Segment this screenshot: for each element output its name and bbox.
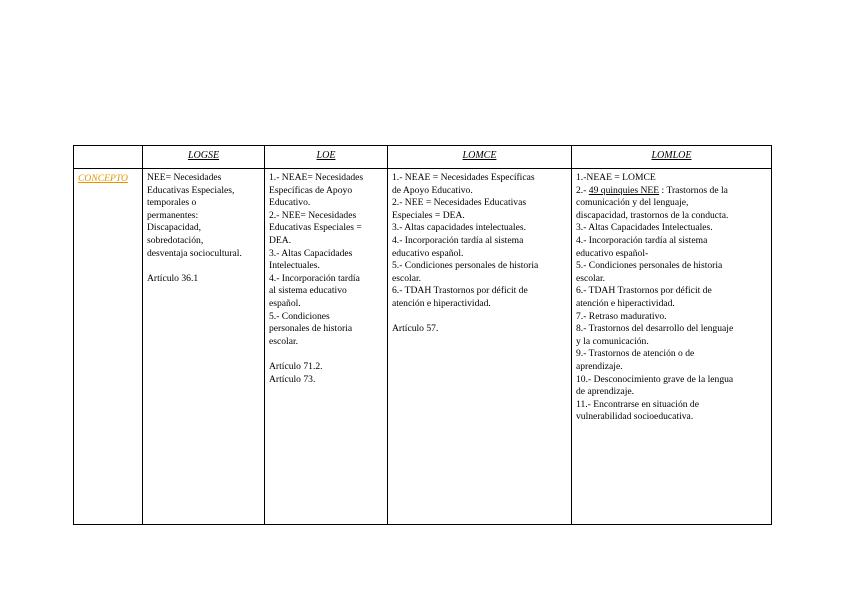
cell-logse	[143, 169, 265, 525]
logse-line: temporales o	[147, 197, 197, 209]
logse-line: sobredotación,	[147, 234, 204, 246]
row-label-concepto[interactable]: CONCEPTO	[74, 169, 143, 525]
spacer	[147, 260, 260, 273]
loe-line: 1.- NEAE= Necesidades	[269, 172, 364, 183]
lomloe-line: 10.- Desconocimiento grave de la lengua	[576, 373, 734, 385]
loe-line: 4.- Incorporación tardía	[269, 272, 360, 284]
loe-line: personales de historia	[269, 323, 353, 335]
lomloe-line: y la comunicación.	[576, 335, 649, 347]
lomloe-line: 11.- Encontrarse en situación de	[576, 398, 699, 410]
lomce-line: de Apoyo Educativo.	[392, 184, 473, 196]
lomce-line: 1.- NEAE = Necesidades Específicas	[392, 172, 535, 183]
lomloe-line: 7.- Retraso madurativo.	[576, 310, 667, 322]
lomloe-line: 1.-NEAE = LOMCE	[576, 172, 656, 183]
lomloe-line: comunicación y del lenguaje,	[576, 197, 689, 209]
lomloe-line: vulnerabilidad socioeducativa.	[576, 411, 694, 423]
lomloe-line: educativo español-	[576, 247, 649, 259]
logse-line: permanentes:	[147, 209, 199, 221]
lomloe-line: 4.- Incorporación tardía al sistema	[576, 234, 708, 246]
lomce-article: Artículo 57.	[392, 323, 439, 335]
lomce-line: escolar.	[392, 272, 422, 284]
lomce-line: 3.- Altas capacidades intelectuales.	[392, 222, 526, 234]
loe-line: al sistema educativo	[269, 285, 347, 297]
lomce-line: 4.- Incorporación tardía al sistema	[392, 234, 524, 246]
header-row	[74, 146, 772, 169]
concepto-row	[74, 169, 772, 525]
lomce-line: 5.- Condiciones personales de historia	[392, 260, 539, 272]
loe-line: Educativo.	[269, 197, 311, 209]
loe-line: Específicas de Apoyo	[269, 184, 353, 196]
loe-article: Artículo 71.2.	[269, 360, 323, 372]
header-logse: LOGSE	[143, 146, 265, 169]
cell-lomce	[388, 169, 572, 525]
logse-line: Educativas Especiales,	[147, 184, 235, 196]
lomloe-line: atención e hiperactividad.	[576, 297, 675, 309]
lomloe-article-ref-link[interactable]: 49 quinquies NEE	[588, 184, 660, 196]
lomce-line: 6.- TDAH Trastornos por déficit de	[392, 285, 528, 297]
lomloe-line: 5.- Condiciones personales de historia	[576, 260, 723, 272]
header-lomce: LOMCE	[388, 146, 572, 169]
spacer	[392, 311, 567, 324]
loe-line: 2.- NEE= Necesidades	[269, 209, 357, 221]
header-empty-cell	[74, 146, 143, 169]
spacer	[269, 348, 383, 361]
loe-line: Educativas Especiales =	[269, 222, 362, 234]
cell-lomloe	[572, 169, 772, 525]
logse-line: desventaja sociocultural.	[147, 247, 242, 259]
lomloe-line: escolar.	[576, 272, 606, 284]
loe-line: Intelectuales.	[269, 260, 320, 272]
loe-article: Artículo 73.	[269, 373, 316, 385]
cell-loe	[265, 169, 388, 525]
lomloe-line-2-prefix: 2.-	[576, 184, 589, 196]
lomloe-line-2-suffix: : Trastornos de la	[659, 184, 728, 196]
loe-line: 3.- Altas Capacidades	[269, 247, 353, 259]
logse-line: NEE= Necesidades	[147, 172, 222, 183]
loe-line: DEA.	[269, 234, 292, 246]
lomce-line: 2.- NEE = Necesidades Educativas	[392, 197, 527, 209]
lomloe-line: aprendizaje.	[576, 360, 623, 372]
logse-article: Artículo 36.1	[147, 272, 199, 284]
lomloe-line: 9.- Trastornos de atención o de	[576, 348, 695, 360]
loe-line: escolar.	[269, 335, 299, 347]
logse-line: Discapacidad,	[147, 222, 202, 234]
lomloe-line: 3.- Altas Capacidades Intelectuales.	[576, 222, 713, 234]
lomce-line: Especiales = DEA.	[392, 209, 465, 221]
header-loe: LOE	[265, 146, 388, 169]
loe-line: español.	[269, 297, 301, 309]
lomce-line: educativo español.	[392, 247, 464, 259]
comparison-table	[73, 145, 772, 525]
lomloe-line: discapacidad, trastornos de la conducta.	[576, 209, 729, 221]
lomloe-line-2	[576, 185, 767, 198]
lomloe-line: 6.- TDAH Trastornos por déficit de	[576, 285, 712, 297]
lomloe-line: 8.- Trastornos del desarrollo del lenguaje	[576, 323, 734, 335]
loe-line: 5.- Condiciones	[269, 310, 330, 322]
header-lomloe: LOMLOE	[572, 146, 772, 169]
lomloe-line: de aprendizaje.	[576, 386, 635, 398]
lomce-line: atención e hiperactividad.	[392, 297, 491, 309]
